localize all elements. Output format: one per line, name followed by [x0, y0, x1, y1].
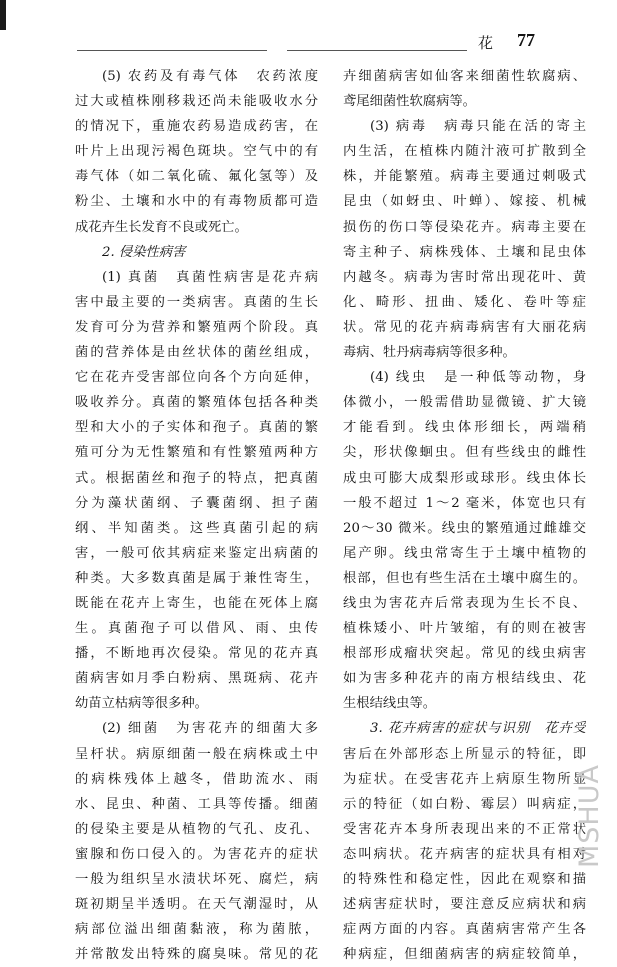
- text-line: (3) 病毒 病毒只能在活的寄主: [370, 119, 586, 135]
- right-text-column: [343, 64, 586, 967]
- text-line: 内生活，在植株内随汁液可扩散到全: [343, 144, 586, 160]
- text-line: 体微小，一般需借助显微镜、扩大镜: [343, 395, 586, 411]
- text-line: 吸收养分。真菌的繁殖体包括各种类: [75, 395, 318, 411]
- header-rule-right: [287, 50, 467, 51]
- text-line: 种类。大多数真菌是属于兼性寄生，: [75, 570, 318, 586]
- text-line: 毒气体（如二氧化硫、氟化氢等）及: [75, 169, 318, 185]
- text-line: 20～30 微米。线虫的繁殖通过雌雄交: [343, 520, 586, 536]
- text-line: 一般为组织呈水渍状坏死、腐烂，病: [75, 872, 318, 887]
- text-line: 发育可分为营养和繁殖两个阶段。真: [75, 319, 318, 335]
- text-line: 斑初期呈半透明。在天气潮湿时，从: [75, 897, 318, 913]
- text-line: 病部位溢出细菌黏液，称为菌脓，: [75, 922, 318, 938]
- text-line: 状。常见的花卉病毒病害有大丽花病: [343, 319, 586, 335]
- left-text-column: [75, 64, 318, 967]
- text-line: 线虫为害花卉后常表现为生长不良、: [343, 595, 586, 611]
- text-line: 害中最主要的一类病害。真菌的生长: [75, 294, 318, 310]
- text-line: 种病症，但细菌病害的病症较简单，: [343, 947, 586, 963]
- text-line: 述病害症状时，要注意反应病状和病: [343, 897, 586, 913]
- text-line: 为症状。在受害花卉上病原生物所显: [343, 771, 586, 787]
- text-line: 害，一般可依其病症来鉴定出病菌的: [75, 545, 318, 561]
- text-line: 昆虫（如蚜虫、叶蝉）、嫁接、机械: [343, 194, 586, 210]
- text-line: 幼苗立枯病等很多种。: [75, 696, 208, 712]
- text-line: 播，不断地再次侵染。常见的花卉真: [75, 646, 318, 662]
- text-line: 如为害多种花卉的南方根结线虫、花: [343, 671, 586, 687]
- watermark: MSHUA: [574, 764, 605, 868]
- text-line: 3. 花卉病害的症状与识别 花卉受: [370, 721, 586, 737]
- text-line: 生。真菌孢子可以借风、雨、虫传: [75, 621, 318, 637]
- page-number: 77: [517, 30, 535, 50]
- running-head: 花: [478, 34, 494, 52]
- text-line: 鸢尾细菌性软腐病等。: [343, 94, 476, 110]
- text-line: 的情况下，重施农药易造成药害，在: [75, 119, 318, 135]
- text-line: 寄主种子、病株残体、土壤和昆虫体: [343, 244, 586, 260]
- text-line: 的特殊性和稳定性，因此在观察和描: [343, 872, 586, 887]
- text-line: (1) 真菌 真菌性病害是花卉病: [102, 269, 318, 285]
- text-line: 的病株残体上越冬，借助流水、雨: [75, 771, 318, 787]
- text-line: (4) 线虫 是一种低等动物，身: [370, 370, 586, 386]
- text-line: 纲、半知菌类。这些真菌引起的病: [75, 520, 318, 536]
- text-line: 害后在外部形态上所显示的特征，即: [343, 746, 586, 762]
- text-line: 式。根据菌丝和孢子的特点，把真菌: [75, 470, 318, 486]
- text-line: 症两方面的内容。真菌病害常产生各: [343, 922, 586, 938]
- text-line: 化、畸形、扭曲、矮化、卷叶等症: [343, 294, 586, 310]
- text-line: 植株矮小、叶片皱缩，有的则在被害: [343, 621, 586, 637]
- text-line: 成虫可膨大成梨形或球形。线虫体长: [343, 470, 586, 486]
- text-line: 示的特征（如白粉、霉层）叫病症，: [343, 796, 586, 812]
- text-line: 菌的营养体是由丝状体的菌丝组成，: [75, 345, 318, 361]
- header-rule-left: [77, 50, 267, 51]
- text-line: 成花卉生长发育不良或死亡。: [75, 219, 248, 235]
- text-line: 粉尘、土壤和水中的有毒物质都可造: [75, 194, 318, 210]
- text-line: 呈杆状。病原细菌一般在病株或土中: [75, 746, 318, 762]
- text-line: 才能看到。线虫体形细长，两端稍: [343, 420, 586, 436]
- text-line: 根部，但也有些生活在土壤中腐生的。: [343, 570, 586, 586]
- text-line: 殖可分为无性繁殖和有性繁殖两种方: [75, 445, 318, 461]
- text-line: 生根结线虫等。: [343, 696, 437, 712]
- text-line: 卉细菌病害如仙客来细菌性软腐病、: [343, 69, 586, 84]
- text-line: 株，并能繁殖。病毒主要通过刺吸式: [343, 169, 586, 185]
- text-line: 分为藻状菌纲、子囊菌纲、担子菌: [75, 495, 318, 511]
- text-line: 蜜腺和伤口侵入的。为害花卉的症状: [75, 846, 318, 862]
- text-line: 水、昆虫、种菌、工具等传播。细菌: [75, 796, 318, 812]
- text-line: 损伤的伤口等侵染花卉。病毒主要在: [343, 219, 586, 235]
- text-line: 一般不超过 1～2 毫米，体宽也只有: [343, 495, 586, 511]
- text-line: 型和大小的子实体和孢子。真菌的繁: [75, 420, 318, 436]
- text-line: (5) 农药及有毒气体 农药浓度: [102, 69, 318, 84]
- page-binding-edge: [0, 0, 6, 30]
- text-line: 既能在花卉上寄生，也能在死体上腐: [75, 595, 318, 611]
- text-line: 根部形成瘤状突起。常见的线虫病害: [343, 646, 586, 662]
- text-line: 它在花卉受害部位向各个方向延伸，: [75, 370, 318, 386]
- text-line: 叶片上出现污褐色斑块。空气中的有: [75, 144, 318, 160]
- text-line: 2. 侵染性病害: [102, 244, 186, 260]
- text-line: 并常散发出特殊的腐臭味。常见的花: [75, 947, 318, 963]
- text-line: 尖，形状像蛔虫。但有些线虫的雌性: [343, 445, 586, 461]
- text-line: 受害花卉本身所表现出来的不正常状: [343, 821, 586, 837]
- text-line: 尾产卵。线虫常寄生于土壤中植物的: [343, 545, 586, 561]
- text-line: 态叫病状。花卉病害的症状具有相对: [343, 846, 586, 862]
- text-line: (2) 细菌 为害花卉的细菌大多: [102, 721, 318, 737]
- text-line: 的侵染主要是从植物的气孔、皮孔、: [75, 821, 318, 837]
- text-line: 过大或植株刚移栽还尚未能吸收水分: [75, 94, 318, 110]
- text-line: 内越冬。病毒为害时常出现花叶、黄: [343, 269, 586, 285]
- text-line: 菌病害如月季白粉病、黑斑病、花卉: [75, 671, 318, 687]
- text-line: 毒病、牡丹病毒病等很多种。: [343, 345, 516, 361]
